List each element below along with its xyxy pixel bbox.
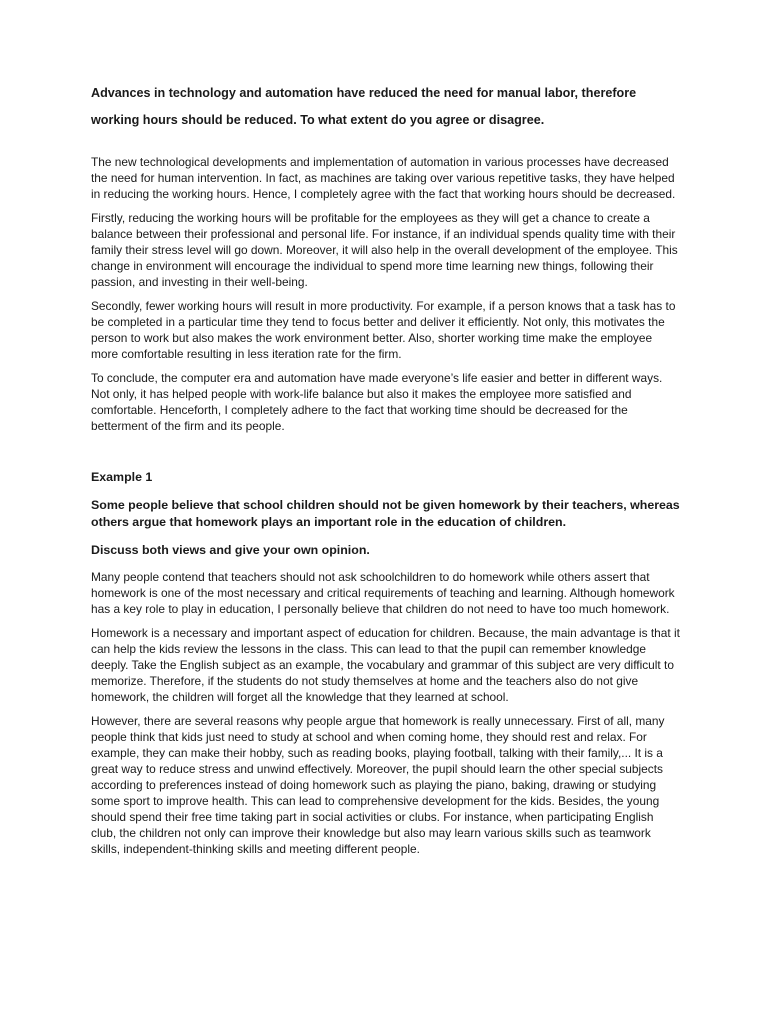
essay-question: Advances in technology and automation have reduced the need for manual labor, therefore working hours should be reduced. To what extent do you agree or disagree. xyxy=(91,86,637,127)
example-paragraph-body-2: However, there are several reasons why people argue that homework is really unnecessary. First of all, many people think that kids just need to study at school and when coming home, they should rest and relax. For example, they can make their hobby, such as reading books, playing football, talking with their family,... It is a great way to reduce stress and unwind effectively. Moreover, the pupil should learn the other special subjects according to preferences instead of doing homework such as playing the piano, baking, drawing or studying some sport to improve health. This can lead to comprehensive development for the kids. Besides, the young should spend their free time taking part in social activities or clubs. For instance, when participating English club, the children not only can improve their knowledge but also may learn various skills such as teamwork skills, independent-thinking skills and meeting different people. xyxy=(91,714,665,856)
essay-paragraph-conclusion: To conclude, the computer era and automation have made everyone’s life easier and better in different ways. Not only, it has helped people with work-life balance but also it makes the employee more satisfied and comfortable. Henceforth, I completely adhere to the fact that working time should be decreased for the betterment of the firm and its people. xyxy=(91,371,663,433)
example-question: Some people believe that school children should not be given homework by their teachers, whereas others argue that homework plays an important role in the education of children. xyxy=(91,498,680,529)
essay-paragraph-body-2: Secondly, fewer working hours will result in more productivity. For example, if a person knows that a task has to be completed in a particular time they tend to focus better and deliver it efficiently. Not only, this motivates the person to work but also makes the work environment better. Also, shorter working time make the employee more comfortable resulting in less iteration rate for the firm. xyxy=(91,299,676,361)
document-page xyxy=(91,80,681,865)
example-instruction: Discuss both views and give your own opinion. xyxy=(91,543,370,557)
example-paragraph-intro: Many people contend that teachers should not ask schoolchildren to do homework while others assert that homework is one of the most necessary and critical requirements of teaching and learning. Although homework has a key role to play in education, I personally believe that children do not need to have too much homework. xyxy=(91,570,675,616)
essay-paragraph-body-1: Firstly, reducing the working hours will be profitable for the employees as they will get a chance to create a balance between their professional and personal life. For instance, if an individual spends quality time with their family their stress level will go down. Moreover, it will also help in the overall development of the employee. This change in environment will encourage the individual to spend more time learning new things, following their passion, and investing in their well-being. xyxy=(91,211,678,289)
example-paragraph-body-1: Homework is a necessary and important aspect of education for children. Because, the main advantage is that it can help the kids review the lessons in the class. This can lead to that the pupil can remember knowledge deeply. Take the English subject as an example, the vocabulary and grammar of this subject are very difficult to memorize. Therefore, if the students do not study themselves at home and the teachers also do not give homework, the children will forget all the knowledge that they learned at school. xyxy=(91,626,680,704)
example-label: Example 1 xyxy=(91,470,153,484)
essay-paragraph-intro: The new technological developments and implementation of automation in various processes have decreased the need for human intervention. In fact, as machines are taking over various repetitive tasks, they have helped in reducing the working hours. Hence, I completely agree with the fact that working hours should be decreased. xyxy=(91,155,676,201)
